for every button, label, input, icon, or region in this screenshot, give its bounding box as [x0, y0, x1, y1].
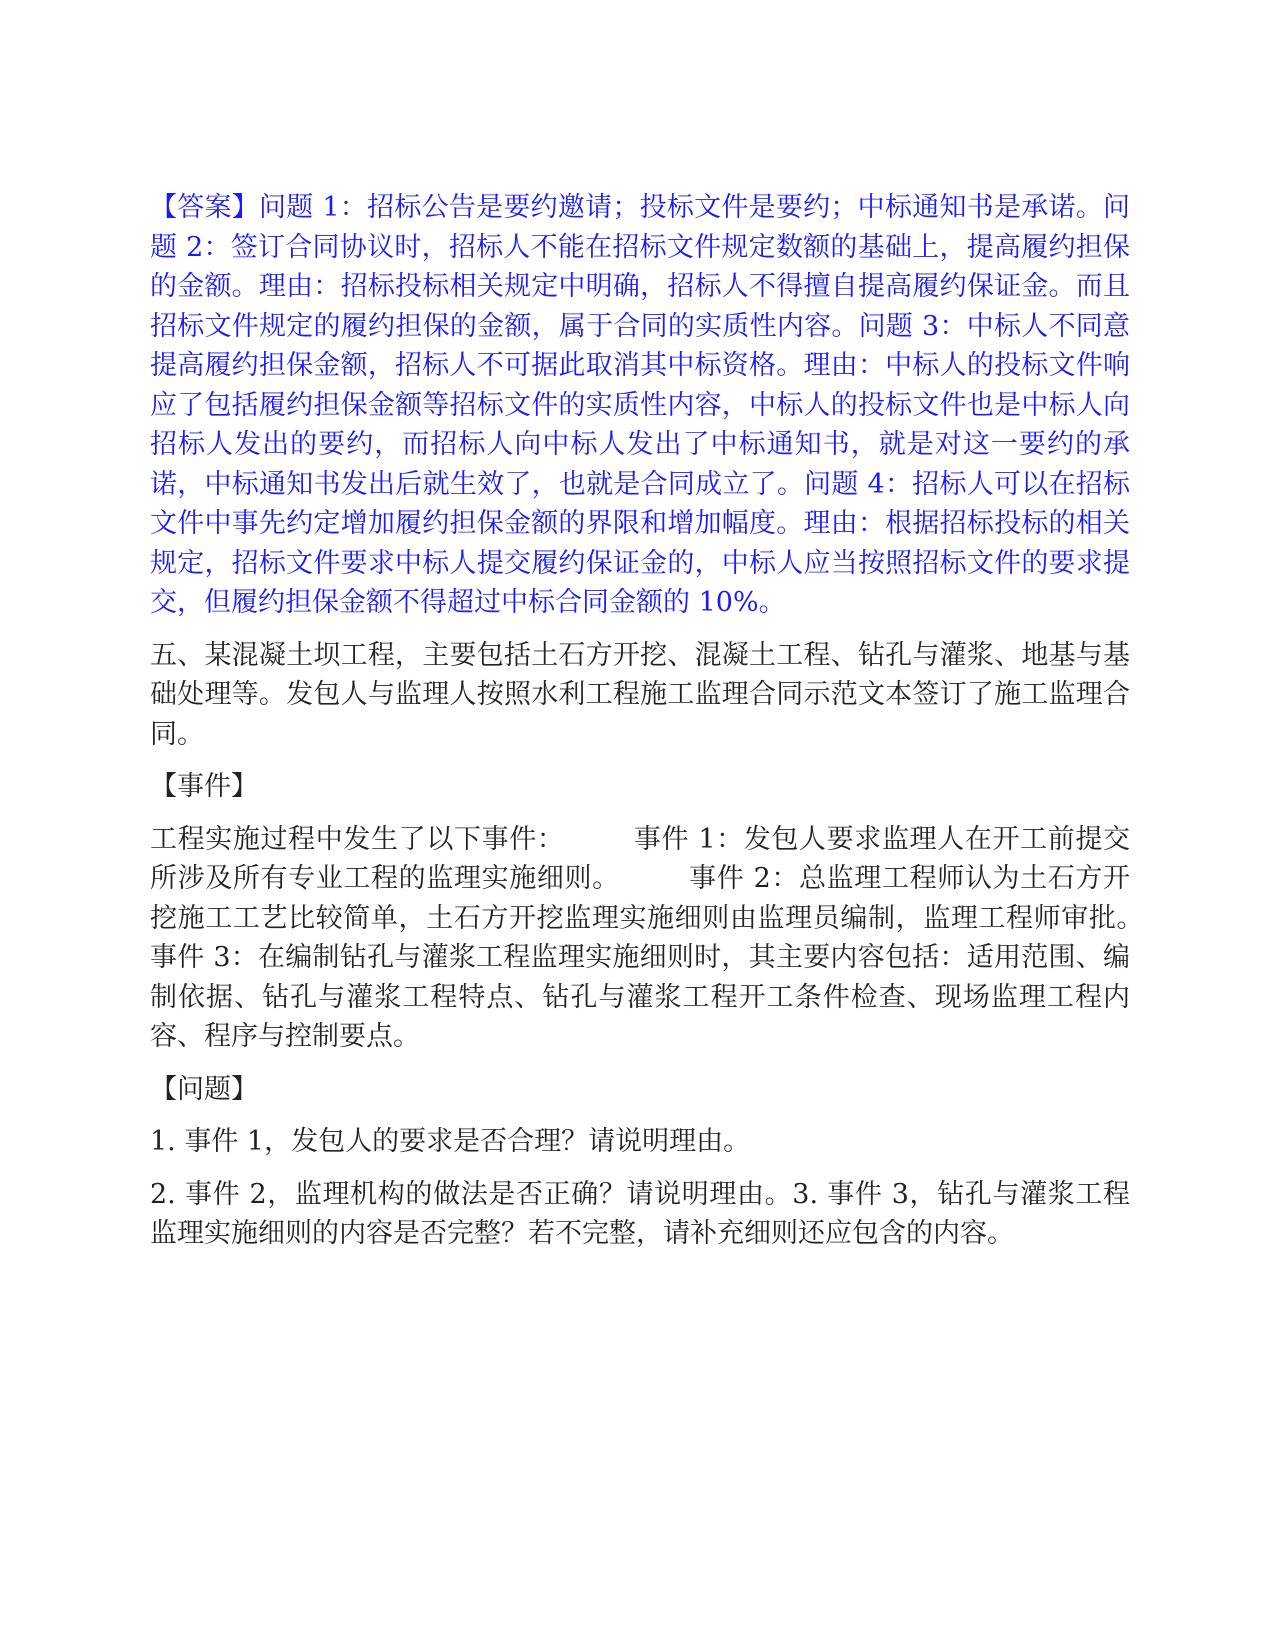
document-page — [150, 188, 1211, 1254]
events-heading: 【事件】 — [150, 771, 258, 802]
question-2-3: 2. 事件 2，监理机构的做法是否正确？请说明理由。3. 事件 3，钻孔与灌浆工程监理实施细则的内容是否完整？若不完整，请补充细则还应包含的内容。 — [150, 1178, 1130, 1249]
events-paragraph: 工程实施过程中发生了以下事件： 事件 1：发包人要求监理人在开工前提交所涉及所有专业工程的监理实施细则。 事件 2：总监理工程师认为土石方开挖施工工艺比较简单，土石方开挖监理实施细则由监理员编制，监理工程师审批。 事件 3：在编制钻孔与灌浆工程监理实施细则时，其主要内容包括：适用范围、编制依据、钻孔与灌浆工程特点、钻孔与灌浆工程开工条件检查、现场监理工程内容、程序与控制要点。 — [150, 823, 1211, 1052]
question-intro-paragraph: 五、某混凝土坝工程，主要包括土石方开挖、混凝土工程、钻孔与灌浆、地基与基础处理等。发包人与监理人按照水利工程施工监理合同示范文本签订了施工监理合同。 — [150, 639, 1130, 750]
question-1: 1. 事件 1，发包人的要求是否合理？请说明理由。 — [150, 1126, 751, 1157]
answer-paragraph: 【答案】问题 1：招标公告是要约邀请；投标文件是要约；中标通知书是承诺。问题 2：签订合同协议时，招标人不能在招标文件规定数额的基础上，提高履约担保的金额。理由：招标投标相关规定中明确，招标人不得擅自提高履约保证金。而且招标文件规定的履约担保的金额，属于合同的实质性内容。问题 3：中标人不同意提高履约担保金额，招标人不可据此取消其中标资格。理由：中标人的投标文件响应了包括履约担保金额等招标文件的实质性内容，中标人的投标文件也是中标人向招标人发出的要约，而招标人向中标人发出了中标通知书，就是对这一要约的承诺，中标通知书发出后就生效了，也就是合同成立了。问题 4：招标人可以在招标文件中事先约定增加履约担保金额的界限和增加幅度。理由：根据招标投标的相关规定，招标文件要求中标人提交履约保证金的，中标人应当按照招标文件的要求提交，但履约担保金额不得超过中标合同金额的 10%。 — [150, 192, 1130, 618]
questions-heading: 【问题】 — [150, 1073, 258, 1105]
